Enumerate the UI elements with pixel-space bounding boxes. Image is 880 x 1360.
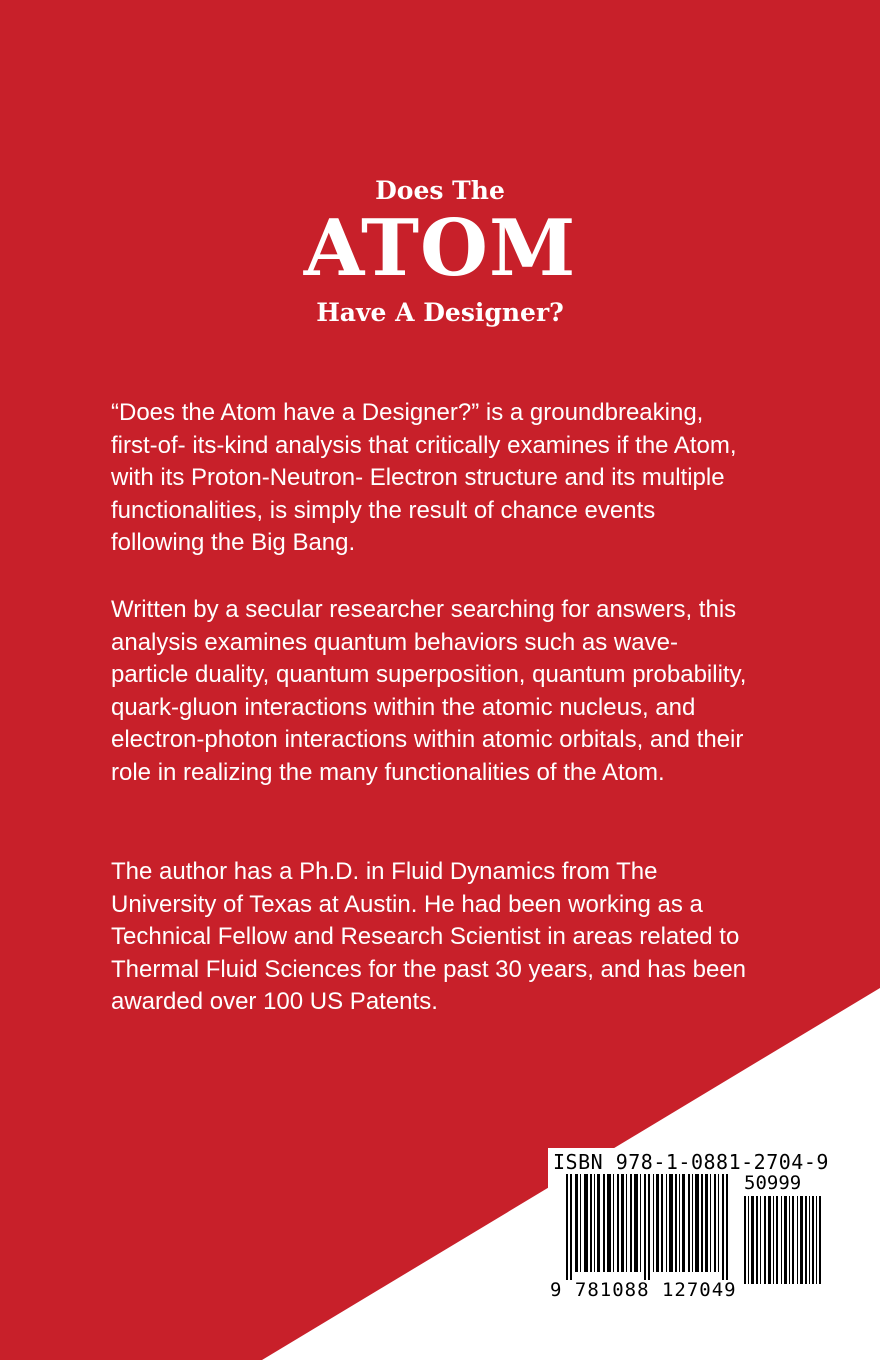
description-paragraph: “Does the Atom have a Designer?” is a groundbreaking, first-of- its-kind analysis that critically examines if the Atom, with its Proton-Neutron- Electron structure and its multiple functionalities, is simply the result of chance events following the Big Bang. (111, 399, 737, 556)
price-bars (744, 1196, 822, 1284)
title-main: ATOM (303, 203, 577, 294)
ean-bars (566, 1174, 736, 1280)
ean-number-label: 9 781088 127049 (550, 1279, 737, 1301)
price-code-label: 50999 (744, 1172, 802, 1194)
isbn-label: ISBN 978-1-0881-2704-9 (553, 1150, 829, 1174)
analysis-paragraph: Written by a secular researcher searching for answers, this analysis examines quantum behaviors such as wave-particle duality, quantum superposition, quantum probability, quark-gluon interactions within the atomic nucleus, and electron-photon interactions within atomic orbitals, and their role in realizing the many functionalities of the Atom. (111, 596, 747, 786)
title-line-3: Have A Designer? (316, 298, 564, 327)
author-bio-paragraph: The author has a Ph.D. in Fluid Dynamics from The University of Texas at Austin. He had been working as a Technical Fellow and Research Scientist in areas related to Thermal Fluid Sciences for the past 30 years, and has been awarded over 100 US Patents. (111, 858, 747, 1015)
title-line-1: Does The (375, 176, 505, 205)
isbn-barcode (548, 1148, 829, 1302)
